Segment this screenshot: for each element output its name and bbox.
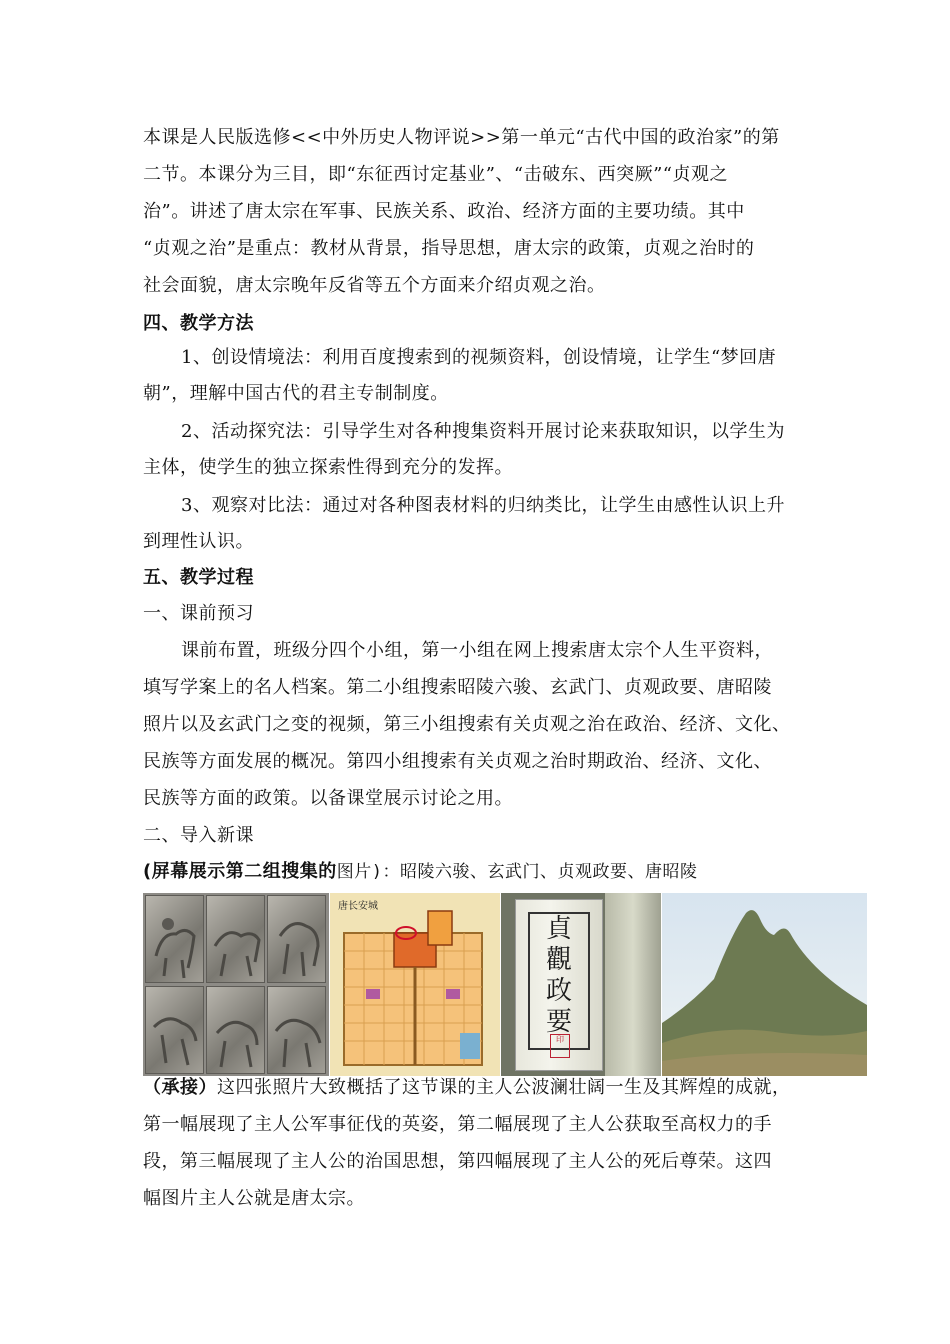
- section-4-heading: 四、教学方法: [143, 313, 254, 334]
- subsection-intro-heading: 二、导入新课: [143, 825, 254, 846]
- section-5-heading: 五、教学过程: [143, 567, 254, 588]
- photo-strip: [143, 893, 867, 1076]
- intro-line-2: 二节。本课分为三目，即“东征西讨定基业”、“击破东、西突厥”“贞观之: [143, 164, 729, 185]
- horse-relief-3: [267, 895, 326, 983]
- photo-changan-map: [330, 893, 500, 1076]
- intro-line-4: “贞观之治”是重点：教材从背景，指导思想，唐太宗的政策，贞观之治时的: [143, 238, 755, 259]
- horse-relief-2: [206, 895, 265, 983]
- figure-caption-rest: 图片)：昭陵六骏、玄武门、贞观政要、唐昭陵: [336, 862, 698, 882]
- preview-line-5: 民族等方面的政策。以备课堂展示讨论之用。: [143, 788, 513, 809]
- photo-zhaoling-mountain: [662, 893, 867, 1076]
- horse-relief-4: [145, 986, 204, 1074]
- book-cover: [515, 899, 603, 1071]
- figure-caption: [143, 860, 697, 884]
- photo-zhenguan-zhengyao: [501, 893, 661, 1076]
- intro-line-5: 社会面貌，唐太宗晚年反省等五个方面来介绍贞观之治。: [143, 275, 606, 296]
- method-1-line-2: 朝”，理解中国古代的君主专制制度。: [143, 383, 449, 404]
- preview-line-2: 填写学案上的名人档案。第二小组搜索昭陵六骏、玄武门、贞观政要、唐昭陵: [143, 677, 772, 698]
- preview-line-1: 课前布置，班级分四个小组，第一小组在网上搜索唐太宗个人生平资料，: [181, 640, 773, 661]
- transition-line-1: [143, 1076, 791, 1100]
- transition-bold: （承接）: [143, 1077, 217, 1098]
- transition-line-3: 段，第三幅展现了主人公的治国思想，第四幅展现了主人公的死后尊荣。这四: [143, 1151, 772, 1172]
- transition-line-1-text: 这四张照片大致概括了这节课的主人公波澜壮阔一生及其辉煌的成就，: [217, 1077, 791, 1098]
- mountain-shape: [662, 893, 867, 1076]
- changan-city-grid: [330, 893, 500, 1076]
- book-char-4: 要: [545, 1007, 572, 1037]
- method-3-line-2: 到理性认识。: [143, 531, 254, 552]
- book-char-3: 政: [545, 976, 572, 1006]
- preview-line-3: 照片以及玄武门之变的视频，第三小组搜索有关贞观之治在政治、经济、文化、: [143, 714, 791, 735]
- figure-caption-bold: (屏幕展示第二组搜集的: [143, 861, 337, 882]
- book-char-2: 觀: [545, 945, 572, 975]
- horse-relief-1: [145, 895, 204, 983]
- method-2-line-1: 2、活动探究法：引导学生对各种搜集资料开展讨论来获取知识，以学生为: [181, 421, 785, 442]
- subsection-preview-heading: 一、课前预习: [143, 603, 254, 624]
- preview-line-4: 民族等方面发展的概况。第四小组搜索有关贞观之治时期政治、经济、文化、: [143, 751, 772, 772]
- method-2-line-2: 主体，使学生的独立探索性得到充分的发挥。: [143, 457, 513, 478]
- intro-line-1: 本课是人民版选修<<中外历史人物评说>>第一单元“古代中国的政治家”的第: [143, 127, 780, 148]
- horse-relief-5: [206, 986, 265, 1074]
- book-title-box: [528, 912, 590, 1050]
- map-title: 唐长安城: [338, 901, 378, 912]
- horse-relief-6: [267, 986, 326, 1074]
- book-spine: [605, 893, 661, 1076]
- transition-line-2: 第一幅展现了主人公军事征伐的英姿，第二幅展现了主人公获取至高权力的手: [143, 1114, 772, 1135]
- red-seal: 印: [550, 1034, 570, 1058]
- method-1-line-1: 1、创设情境法：利用百度搜索到的视频资料，创设情境，让学生“梦回唐: [181, 347, 777, 368]
- book-char-1: 貞: [545, 914, 572, 944]
- transition-line-4: 幅图片主人公就是唐太宗。: [143, 1188, 365, 1209]
- intro-line-3: 治”。讲述了唐太宗在军事、民族关系、政治、经济方面的主要功绩。其中: [143, 201, 745, 222]
- method-3-line-1: 3、观察对比法：通过对各种图表材料的归纳类比，让学生由感性认识上升: [181, 495, 785, 516]
- photo-six-steeds: [143, 893, 329, 1076]
